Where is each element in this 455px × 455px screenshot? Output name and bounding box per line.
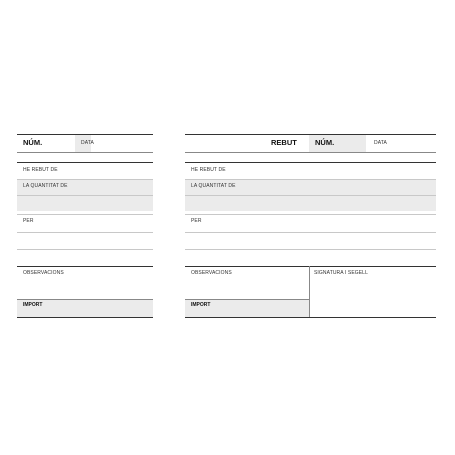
receipt-title: REBUT (271, 138, 297, 147)
receipt-import-rule (185, 299, 309, 300)
stub-amount-label: LA QUANTITAT DE (23, 183, 68, 189)
receipt-observations-rule (185, 266, 436, 267)
receipt-import-label: IMPORT (191, 302, 211, 308)
stub-date-label: DATA (81, 140, 94, 146)
receipt-stub (17, 134, 153, 317)
stub-import-rule (17, 299, 153, 300)
receipt-for-label: PER (191, 218, 202, 224)
stub-num-label: NÚM. (23, 138, 43, 147)
stub-amount-rule (17, 179, 153, 180)
receipt-for-rule (185, 214, 436, 215)
receipt-blank-rule-2 (185, 249, 436, 250)
stub-section-rule (17, 162, 153, 163)
receipt-date-label: DATA (374, 140, 387, 146)
receipt-amount-rule-2 (185, 195, 436, 196)
stub-observations-label: OBSERVACIONS (23, 270, 64, 276)
receipt-amount-label: LA QUANTITAT DE (191, 183, 236, 189)
receipt-blank-rule (185, 232, 436, 233)
receipt-bottom-rule (185, 317, 436, 318)
receipt-amount-rule (185, 179, 436, 180)
receipt-observations-label: OBSERVACIONS (191, 270, 232, 276)
receipt-num-label: NÚM. (315, 138, 335, 147)
stub-blank-rule-2 (17, 249, 153, 250)
receipt-signature-divider (309, 266, 310, 317)
stub-observations-rule (17, 266, 153, 267)
receipt-header-rule (185, 152, 436, 153)
receipt-signature-label: SIGNATURA I SEGELL (314, 270, 368, 276)
stub-received-from-label: HE REBUT DE (23, 167, 58, 173)
stub-for-rule (17, 214, 153, 215)
receipt-form (185, 134, 436, 317)
stub-blank-rule (17, 232, 153, 233)
stub-import-label: IMPORT (23, 302, 43, 308)
stub-for-label: PER (23, 218, 34, 224)
receipt-section-rule (185, 162, 436, 163)
stub-header-rule (17, 152, 153, 153)
stub-amount-rule-2 (17, 195, 153, 196)
stub-bottom-rule (17, 317, 153, 318)
receipt-received-from-label: HE REBUT DE (191, 167, 226, 173)
